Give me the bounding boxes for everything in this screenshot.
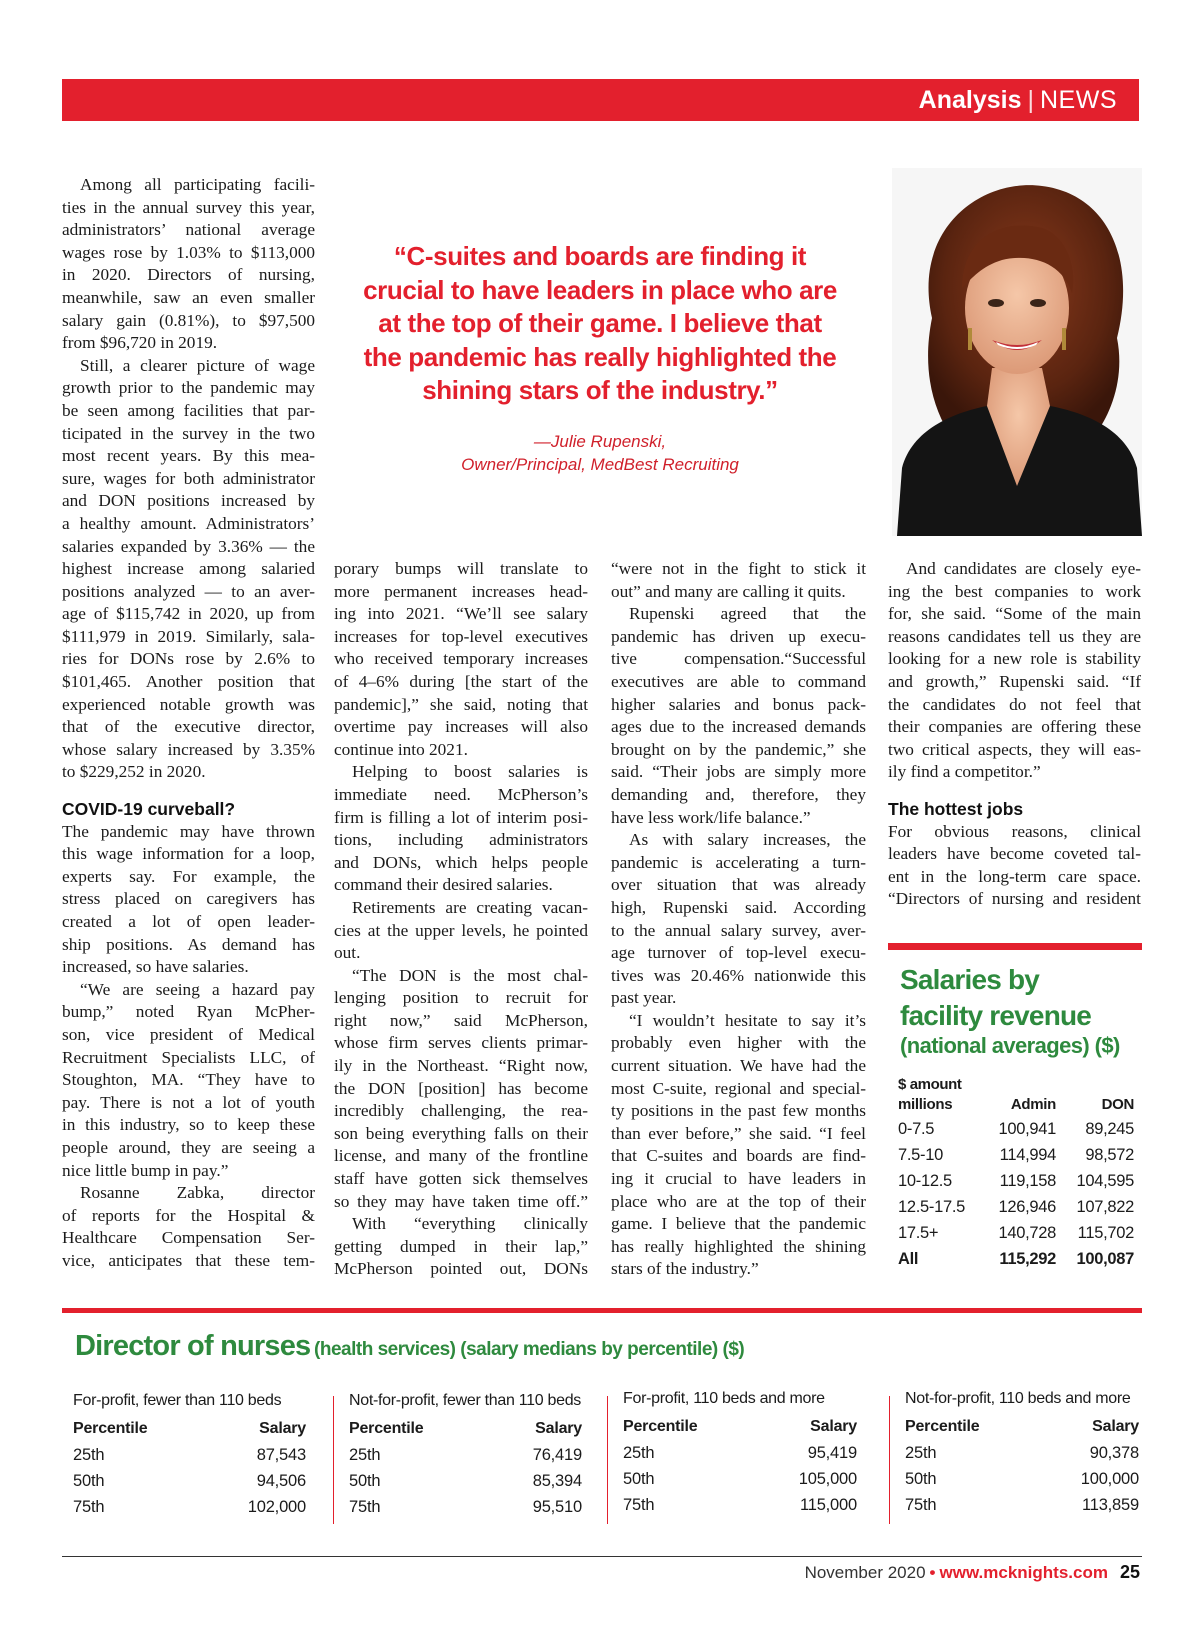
body-line: of reports for the Hospital & <box>62 1205 315 1225</box>
body-line: a healthy amount. Administrators’ <box>62 513 315 533</box>
body-line: the candidates do not feel that <box>888 694 1141 714</box>
body-line: high, Rupenski said. According <box>611 897 866 917</box>
body-line: incredibly challenging, the rea- <box>334 1101 588 1121</box>
body-line: license, and many of the frontline <box>334 1146 588 1166</box>
sidebar-top-rule <box>888 943 1142 950</box>
section-separator: | <box>1027 86 1034 114</box>
body-line: And candidates are closely eye- <box>906 559 1141 578</box>
cell-percentile: 50th <box>905 1470 937 1488</box>
body-line: ries for DONs rose by 2.6% to <box>62 649 315 669</box>
body-line: overtime pay increases will also <box>334 717 588 737</box>
table-row <box>898 1220 1134 1246</box>
body-line: so they may have taken time off.” <box>334 1191 588 1211</box>
body-line: son being everything falls on their <box>334 1123 588 1143</box>
body-line: have less work/life balance.” <box>611 807 811 827</box>
body-line: game. I believe that the pandemic <box>611 1214 866 1234</box>
page-footer <box>805 1560 1140 1585</box>
table-row <box>898 1194 1134 1220</box>
section-category: NEWS <box>1040 86 1117 114</box>
percentile-group <box>905 1388 1139 1518</box>
body-line: ing the best companies to work <box>888 581 1141 601</box>
cell-percentile: 25th <box>905 1444 937 1462</box>
column-divider <box>333 1396 334 1524</box>
body-line: to $229,252 in 2020. <box>62 762 206 782</box>
body-line: immediate need. McPherson’s <box>334 784 588 804</box>
body-line: probably even higher with the <box>611 1033 866 1053</box>
column-divider <box>889 1396 890 1524</box>
cell-salary: 113,859 <box>1081 1496 1139 1514</box>
body-line: ing it crucial to have leaders in <box>611 1169 866 1189</box>
attribution-name: —Julie Rupenski, <box>533 431 667 451</box>
cell-range: All <box>898 1250 919 1268</box>
body-line: more permanent increases head- <box>334 581 588 601</box>
group-header-row <box>73 1416 306 1442</box>
body-line: looking for a new role is stability <box>888 649 1141 669</box>
body-line: Helping to boost salaries is <box>352 762 588 782</box>
table-row <box>898 1168 1134 1194</box>
body-line: McPherson pointed out, DONs <box>334 1259 588 1279</box>
table-row <box>898 1142 1134 1168</box>
column-divider <box>607 1396 608 1524</box>
cell-salary: 94,506 <box>256 1472 306 1490</box>
body-line: lenging position to recruit for <box>334 988 588 1008</box>
body-line: past year. <box>611 988 677 1008</box>
body-line: for, she said. “Some of the main <box>888 604 1141 624</box>
body-line: that of the executive director, <box>62 717 315 737</box>
body-line: cies at the upper levels, he pointed <box>334 920 588 940</box>
body-line: “We are seeing a hazard pay <box>80 979 315 999</box>
cell-salary: 85,394 <box>532 1472 582 1490</box>
body-line: experts say. For example, the <box>62 866 315 886</box>
col-header-percentile: Percentile <box>349 1420 424 1437</box>
cell-percentile: 50th <box>349 1472 381 1490</box>
cell-percentile: 75th <box>73 1498 105 1516</box>
cell-admin: 119,158 <box>999 1172 1056 1190</box>
cell-don: 104,595 <box>1076 1172 1134 1190</box>
body-line: stress placed on caregivers has <box>62 889 315 909</box>
body-line: “were not in the fight to stick it <box>611 559 866 578</box>
portrait-illustration <box>892 168 1142 536</box>
body-line: wages rose by 1.03% to $113,000 <box>62 242 315 262</box>
body-line: The pandemic may have thrown <box>62 821 315 841</box>
percentile-row <box>73 1442 306 1468</box>
cell-don: 115,702 <box>1077 1224 1134 1242</box>
cell-admin: 100,941 <box>998 1120 1056 1138</box>
body-line: and DON positions increased by <box>62 491 315 511</box>
cell-percentile: 75th <box>623 1496 655 1514</box>
col-header-percentile: Percentile <box>73 1420 148 1437</box>
cell-salary: 102,000 <box>247 1498 306 1516</box>
col-header-salary: Salary <box>535 1420 582 1437</box>
section-name: Analysis <box>918 86 1022 114</box>
body-line: whose salary increased by 3.35% <box>62 739 315 759</box>
cell-percentile: 50th <box>623 1470 655 1488</box>
percentile-group <box>73 1390 306 1520</box>
col-header-percentile: Percentile <box>623 1418 698 1435</box>
body-line: leaders have become coveted tal- <box>888 844 1141 864</box>
body-line: nice little bump in pay.” <box>62 1160 229 1180</box>
pull-quote-line: “C-suites and boards are finding it <box>393 241 807 271</box>
percentile-row <box>73 1494 306 1520</box>
group-title: Not-for-profit, fewer than 110 beds <box>349 1392 581 1409</box>
article-column-2 <box>334 558 588 1281</box>
pull-quote-attribution <box>360 430 840 476</box>
col-header-millions: millions <box>898 1096 953 1113</box>
body-line: be seen among facilities that par- <box>62 400 315 420</box>
body-line: bump,” noted Ryan McPher- <box>62 1002 315 1022</box>
body-line: Rosanne Zabka, director <box>80 1183 315 1203</box>
percentile-group <box>349 1390 582 1520</box>
cell-range: 17.5+ <box>898 1224 939 1242</box>
sidebar-title-line: Salaries by <box>900 964 1040 995</box>
subhead-hottest-jobs: The hottest jobs <box>888 798 1024 819</box>
body-line: ily find a competitor.” <box>888 762 1041 782</box>
cell-salary: 115,000 <box>799 1496 857 1514</box>
pull-quote-text <box>360 240 840 408</box>
cell-range: 10-12.5 <box>898 1172 952 1190</box>
body-line: “The DON is the most chal- <box>352 965 588 985</box>
body-line: As with salary increases, the <box>629 830 866 850</box>
body-line: the DON [position] has become <box>334 1078 588 1098</box>
body-line: $111,979 in 2019. Similarly, sala- <box>62 626 315 646</box>
body-line: meanwhile, saw an even smaller <box>62 287 315 307</box>
body-line: pandemic],” she said, noting that <box>334 694 588 714</box>
body-line: this wage information for a loop, <box>62 844 315 864</box>
cell-salary: 95,419 <box>807 1444 857 1462</box>
body-line: tions, including administrators <box>334 830 588 850</box>
article-column-1 <box>62 174 315 1273</box>
col-header-don: DON <box>1101 1096 1134 1113</box>
body-line: age turnover of top-level execu- <box>611 943 866 963</box>
body-line: increases for top-level executives <box>334 626 588 646</box>
body-line: porary bumps will translate to <box>334 559 588 578</box>
body-line: created a lot of open leader- <box>62 912 315 931</box>
footer-url-link[interactable]: www.mcknights.com <box>939 1563 1108 1582</box>
body-line: Stoughton, MA. “They have to <box>62 1070 315 1090</box>
body-line: whose firm serves clients primar- <box>334 1033 588 1053</box>
body-line: experienced notable growth was <box>62 694 315 714</box>
body-line: highest increase among salaried <box>62 559 315 579</box>
body-line: Still, a clearer picture of wage <box>80 355 315 375</box>
body-line: pay. There is not a lot of youth <box>62 1092 315 1112</box>
body-line: ties in the annual survey this year, <box>62 197 315 217</box>
subhead-covid-curveball: COVID-19 curveball? <box>62 799 236 820</box>
col-header-percentile: Percentile <box>905 1418 980 1435</box>
sidebar-subtitle: (national averages) ($) <box>900 1033 1120 1058</box>
cell-admin: 115,292 <box>999 1250 1056 1268</box>
cell-range: 0-7.5 <box>898 1120 935 1138</box>
body-line: ty positions in the past few months <box>611 1101 866 1121</box>
body-line: Retirements are creating vacan- <box>352 897 588 917</box>
body-line: ticipated in the survey in the two <box>62 423 315 443</box>
body-line: out” and many are calling it quits. <box>611 581 846 601</box>
percentile-row <box>905 1440 1139 1466</box>
body-line: vice, anticipates that these tem- <box>62 1250 315 1270</box>
body-line: brought on by the pandemic,” she <box>611 739 866 759</box>
director-title-main: Director of nurses <box>75 1330 311 1362</box>
footer-date: November 2020 <box>804 1563 926 1582</box>
percentile-group <box>623 1388 857 1518</box>
body-line: getting dumped in their lap,” <box>334 1236 588 1256</box>
body-line: of 4–6% during [the start of the <box>334 671 588 691</box>
cell-range: 7.5-10 <box>898 1146 943 1164</box>
body-line: from $96,720 in 2019. <box>62 333 218 353</box>
article-column-3 <box>611 558 866 1281</box>
body-line: continue into 2021. <box>334 739 468 759</box>
table-row <box>898 1116 1134 1142</box>
body-line: over situation that was already <box>611 875 866 895</box>
body-line: that C-suites and boards are find- <box>611 1146 866 1166</box>
body-line: stars of the industry.” <box>611 1259 759 1279</box>
cell-salary: 90,378 <box>1089 1444 1139 1462</box>
percentile-row <box>905 1492 1139 1518</box>
body-line: age of $115,742 in 2020, up from <box>62 604 315 624</box>
body-line: their companies are offering these <box>888 717 1141 737</box>
body-line: $101,465. Another position that <box>62 672 315 692</box>
body-line: in 2020. Directors of nursing, <box>62 265 315 285</box>
body-line: executives are able to command <box>611 671 866 691</box>
body-line: ily in the Northeast. “Right now, <box>334 1056 588 1076</box>
sidebar-title <box>900 962 1140 1034</box>
cell-percentile: 75th <box>905 1496 937 1514</box>
body-line: than ever before,” she said. “I feel <box>611 1123 866 1143</box>
group-title: For-profit, fewer than 110 beds <box>73 1392 282 1409</box>
percentile-row <box>623 1492 857 1518</box>
body-line: growth prior to the pandemic may <box>62 378 315 398</box>
body-line: most C-suite, regional and special- <box>611 1078 866 1098</box>
cell-don: 107,822 <box>1076 1198 1134 1216</box>
pull-quote-line: shining stars of the industry.” <box>422 375 778 405</box>
body-line: command their desired salaries. <box>334 875 553 895</box>
pull-quote-line: the pandemic has really highlighted the <box>363 341 837 372</box>
body-line: out. <box>334 943 361 963</box>
body-line: tives was 20.46% nationwide this <box>611 965 866 985</box>
group-header-row <box>905 1414 1139 1440</box>
body-line: right now,” said McPherson, <box>334 1010 588 1030</box>
cell-salary: 76,419 <box>532 1446 582 1464</box>
cell-admin: 126,946 <box>998 1198 1056 1216</box>
body-line: place who are at the top of their <box>611 1191 866 1211</box>
group-title: For-profit, 110 beds and more <box>623 1390 825 1407</box>
body-line: ship positions. As demand has <box>62 934 315 954</box>
body-line: positions analyzed — to an aver- <box>62 581 315 601</box>
attribution-title: Owner/Principal, MedBest Recruiting <box>461 454 739 474</box>
body-line: ages due to the increased demands <box>611 717 866 737</box>
percentile-row <box>349 1494 582 1520</box>
body-line: ent in the long-term care space. <box>888 866 1141 886</box>
table-header-row <box>898 1094 1134 1116</box>
cell-don: 98,572 <box>1085 1146 1134 1164</box>
col-header-admin: Admin <box>1010 1096 1056 1113</box>
col-header-salary: Salary <box>1092 1418 1139 1435</box>
body-line: administrators’ national average <box>62 220 315 240</box>
body-line: higher salaries and bonus pack- <box>611 694 866 714</box>
body-line: firm is filling a lot of interim posi- <box>334 807 588 827</box>
body-line: reasons candidates tell us they are <box>888 626 1141 646</box>
body-line: Among all participating facili- <box>80 175 315 194</box>
body-line: to the annual salary survey, aver- <box>611 920 866 940</box>
body-line: “Directors of nursing and resident <box>888 889 1141 909</box>
body-line: Rupenski agreed that the <box>629 604 866 624</box>
cell-salary: 95,510 <box>532 1498 582 1516</box>
cell-don: 89,245 <box>1085 1120 1134 1138</box>
percentile-row <box>73 1468 306 1494</box>
body-line: “I wouldn’t hesitate to say it’s <box>629 1010 866 1030</box>
cell-salary: 100,000 <box>1080 1470 1139 1488</box>
col-header-salary: Salary <box>810 1418 857 1435</box>
body-line: pandemic is accelerating a turn- <box>611 852 866 872</box>
cell-percentile: 25th <box>349 1446 381 1464</box>
section-header-bar <box>62 79 1139 121</box>
cell-percentile: 25th <box>73 1446 105 1464</box>
group-header-row <box>349 1416 582 1442</box>
body-line: said. “Their jobs are simply more <box>611 762 866 782</box>
section-label <box>919 84 1117 116</box>
body-line: two critical aspects, they will eas- <box>888 739 1141 759</box>
percentile-row <box>349 1442 582 1468</box>
body-line: For obvious reasons, clinical <box>888 821 1141 841</box>
body-line: sure, wages for both administrator <box>62 468 315 488</box>
pull-quote <box>360 240 840 476</box>
body-line: people around, they are seeing a <box>62 1137 315 1157</box>
body-line: who received temporary increases <box>334 649 588 669</box>
percentile-row <box>905 1466 1139 1492</box>
cell-percentile: 75th <box>349 1498 381 1516</box>
cell-percentile: 50th <box>73 1472 105 1490</box>
col-header-salary: Salary <box>259 1420 306 1437</box>
body-line: staff have gotten sick themselves <box>334 1169 588 1189</box>
body-line: current situation. We have had the <box>611 1056 866 1076</box>
cell-salary: 87,543 <box>256 1446 306 1464</box>
director-table-title <box>75 1330 744 1363</box>
body-line: increased, so have salaries. <box>62 957 249 977</box>
pull-quote-line: crucial to have leaders in place who are <box>363 274 837 305</box>
cell-admin: 114,994 <box>999 1146 1056 1164</box>
cell-don: 100,087 <box>1076 1250 1134 1268</box>
body-line: salaries expanded by 3.36% — the <box>62 536 315 556</box>
percentile-row <box>623 1440 857 1466</box>
cell-percentile: 25th <box>623 1444 655 1462</box>
pull-quote-line: at the top of their game. I believe that <box>378 308 822 338</box>
body-line: With “everything clinically <box>352 1214 588 1234</box>
body-line: has really highlighted the shining <box>611 1236 866 1256</box>
body-line: and DONs, which helps people <box>334 852 588 872</box>
group-header-row <box>623 1414 857 1440</box>
footer-rule <box>62 1556 1142 1557</box>
body-line: Healthcare Compensation Ser- <box>62 1228 315 1248</box>
body-line: son, vice president of Medical <box>62 1024 315 1044</box>
cell-range: 12.5-17.5 <box>898 1198 966 1216</box>
page-number: 25 <box>1119 1562 1140 1582</box>
body-line: ing into 2021. “We’ll see salary <box>334 604 588 624</box>
body-line: most recent years. By this mea- <box>62 446 315 466</box>
revenue-salary-table <box>898 1075 1134 1272</box>
cell-admin: 140,728 <box>998 1224 1056 1242</box>
group-title: Not-for-profit, 110 beds and more <box>905 1390 1131 1407</box>
article-column-4 <box>888 558 1141 911</box>
body-line: demanding and, therefore, they <box>611 784 866 804</box>
director-title-sub: (health services) (salary medians by percentile) ($) <box>314 1339 745 1360</box>
sidebar-title-line: facility revenue <box>900 1000 1092 1031</box>
bottom-section-rule <box>62 1308 1142 1313</box>
body-line: salary gain (0.81%), to $97,500 <box>62 310 315 330</box>
percentile-row <box>623 1466 857 1492</box>
body-line: pandemic has driven up execu- <box>611 626 866 646</box>
body-line: in this industry, so to keep these <box>62 1115 315 1135</box>
table-row-total <box>898 1246 1134 1272</box>
cell-salary: 105,000 <box>798 1470 857 1488</box>
footer-bullet: • <box>929 1563 936 1582</box>
portrait-photo <box>892 168 1142 536</box>
body-line: Recruitment Specialists LLC, of <box>62 1047 315 1067</box>
table-header-amount: $ amount <box>898 1076 962 1093</box>
body-line: tive compensation.“Successful <box>611 649 866 669</box>
percentile-row <box>349 1468 582 1494</box>
body-line: and growth,” Rupenski said. “If <box>888 671 1141 691</box>
